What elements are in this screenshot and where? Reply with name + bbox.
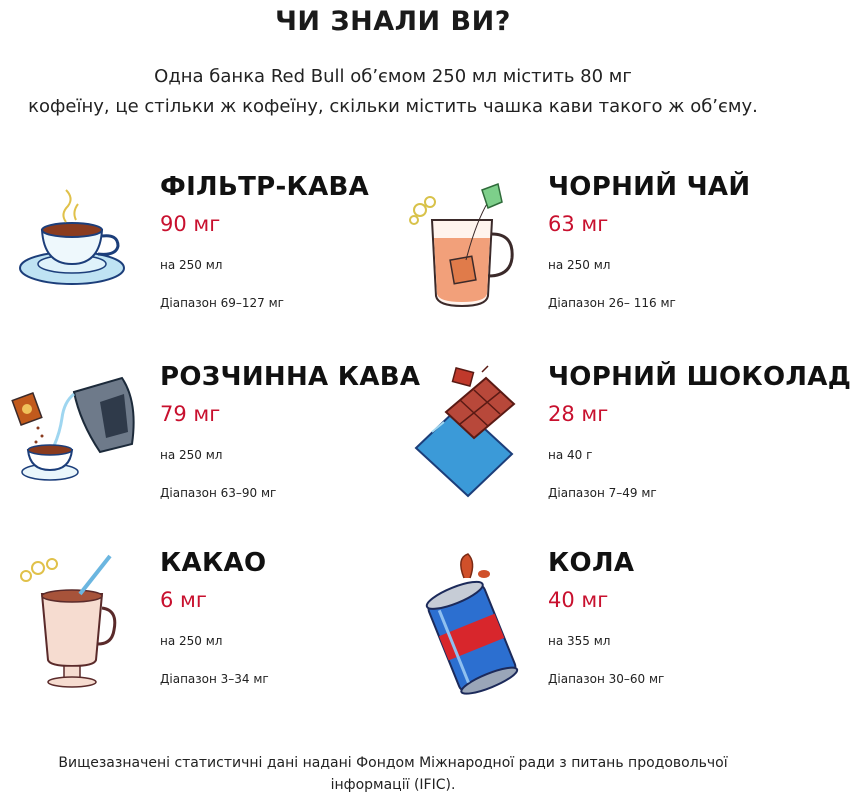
serving-size: на 250 мл	[160, 448, 223, 462]
cola-can-icon	[402, 548, 542, 698]
item-name: КОЛА	[548, 548, 635, 578]
source-note-line-2: інформації (IFIC).	[330, 777, 456, 793]
item-name: ФІЛЬТР-КАВА	[160, 172, 370, 202]
caffeine-range: Діапазон 26– 116 мг	[548, 296, 676, 310]
serving-size: на 40 г	[548, 448, 593, 462]
serving-size: на 250 мл	[160, 258, 223, 272]
source-note	[0, 752, 786, 796]
item-cocoa	[14, 548, 394, 718]
coffee-cup-icon	[14, 172, 154, 322]
caffeine-amount: 63 мг	[548, 212, 609, 236]
caffeine-amount: 40 мг	[548, 588, 609, 612]
intro-text	[0, 62, 786, 122]
intro-line-1: Одна банка Red Bull об’ємом 250 мл містить 80 мг	[154, 66, 632, 87]
chocolate-bar-icon	[402, 362, 542, 512]
caffeine-range: Діапазон 69–127 мг	[160, 296, 284, 310]
caffeine-amount: 28 мг	[548, 402, 609, 426]
serving-size: на 250 мл	[160, 634, 223, 648]
caffeine-amount: 6 мг	[160, 588, 207, 612]
item-instant-coffee	[14, 362, 421, 532]
item-name: ЧОРНИЙ ЧАЙ	[548, 172, 751, 202]
serving-size: на 355 мл	[548, 634, 611, 648]
item-cola	[402, 548, 782, 718]
caffeine-range: Діапазон 63–90 мг	[160, 486, 277, 500]
instant-coffee-icon	[14, 362, 154, 512]
caffeine-amount: 79 мг	[160, 402, 221, 426]
caffeine-amount: 90 мг	[160, 212, 221, 236]
item-filter-coffee	[14, 172, 394, 342]
page-title: ЧИ ЗНАЛИ ВИ?	[275, 6, 511, 37]
item-dark-chocolate	[402, 362, 851, 532]
item-name: ЧОРНИЙ ШОКОЛАД	[548, 362, 851, 392]
tea-mug-icon	[402, 172, 542, 322]
intro-line-2: кофеїну, це стільки ж кофеїну, скільки містить чашка кави такого ж об’єму.	[28, 96, 758, 117]
serving-size: на 250 мл	[548, 258, 611, 272]
caffeine-range: Діапазон 30–60 мг	[548, 672, 665, 686]
source-note-line-1: Вищезазначені статистичні дані надані Фондом Міжнародної ради з питань продовольчої	[58, 755, 728, 771]
item-black-tea	[402, 172, 782, 342]
cocoa-glass-icon	[14, 548, 154, 698]
item-name: КАКАО	[160, 548, 267, 578]
caffeine-range: Діапазон 3–34 мг	[160, 672, 269, 686]
caffeine-range: Діапазон 7–49 мг	[548, 486, 657, 500]
item-name: РОЗЧИННА КАВА	[160, 362, 421, 392]
